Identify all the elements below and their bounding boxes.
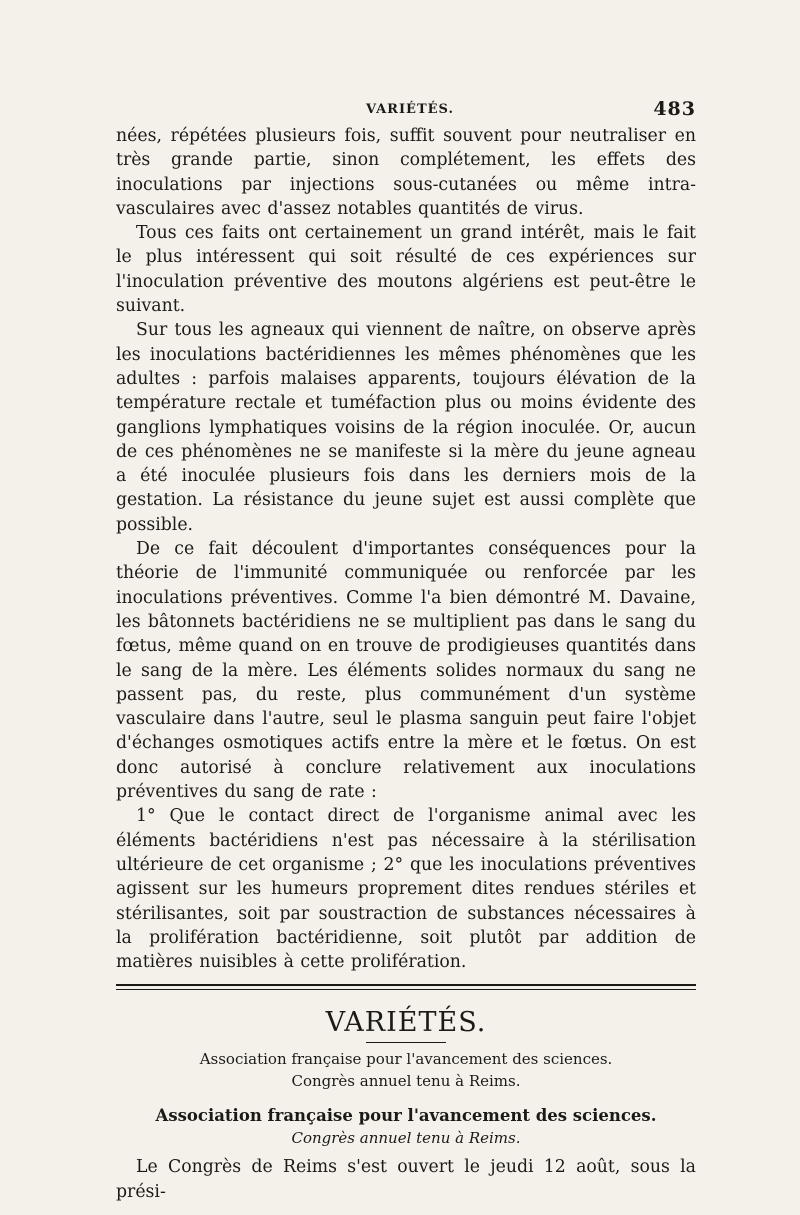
section-title: VARIÉTÉS.	[325, 1007, 487, 1039]
paragraph: Sur tous les agneaux qui viennent de naître, on observe après les inoculations bactéridiennes les mêmes phénomènes que les adultes : parfois malaises apparents, toujours élévation de la température rectale et tuméfaction plus ou moins évidente des ganglions lymphatiques voisins de la région inoculée. Or, aucun de ces phénomènes ne se manifeste si la mère du jeune agneau a été inoculée plusieurs fois dans les derniers mois de la gestation. La résistance du jeune sujet est aussi complète que possible.	[116, 320, 696, 535]
congres-heading-italic: Congrès annuel tenu à Reims.	[291, 1129, 521, 1148]
association-heading: Association française pour l'avancement des sciences.	[199, 1050, 613, 1069]
congres-heading: Congrès annuel tenu à Reims.	[291, 1072, 521, 1091]
title-underline	[366, 1042, 446, 1043]
section-opening-paragraph: Le Congrès de Reims s'est ouvert le jeudi 12 août, sous la prési-	[116, 1157, 696, 1202]
paragraph: Tous ces faits ont certainement un grand intérêt, mais le fait le plus intéressent qui soit résulté de ces expériences sur l'inoculation préventive des moutons algériens est peut-être le suivant.	[116, 223, 696, 317]
association-heading-bold: Association française pour l'avancement des sciences.	[155, 1106, 657, 1126]
divider-rule-thick	[116, 984, 696, 986]
paragraph-continuation: nées, répétées plusieurs fois, suffit souvent pour neutraliser en très grande partie, sinon complétement, les effets des inoculations par injections sous-cutanées ou même intra-vasculaires avec d'assez notables quantités de virus.	[116, 126, 696, 219]
page-content	[116, 98, 696, 1204]
paragraph: De ce fait découlent d'importantes conséquences pour la théorie de l'immunité communiquée ou renforcée par les inoculations préventives. Comme l'a bien démontré M. Davaine, les bâtonnets bactéridiens ne se multiplient pas dans le sang du fœtus, même quand on en trouve de prodigieuses quantités dans le sang de la mère. Les éléments solides normaux du sang ne passent pas, du reste, plus communément d'un système vasculaire dans l'autre, seul le plasma sanguin peut faire l'objet d'échanges osmotiques actifs entre la mère et le fœtus. On est donc autorisé à conclure relativement aux inoculations préventives du sang de rate :	[116, 539, 696, 803]
paragraph: 1° Que le contact direct de l'organisme animal avec les éléments bactéridiens n'est pas nécessaire à la stérilisation ultérieure de cet organisme ; 2° que les inoculations préventives agissent sur les humeurs proprement dites rendues stériles et stérilisantes, soit par soustraction de substances nécessaires à la prolifération bactéridienne, soit plutôt par addition de matières nuisibles à cette prolifération.	[116, 806, 696, 973]
page-number: 483	[653, 98, 696, 120]
section-divider	[116, 984, 696, 990]
divider-rule-thin	[116, 989, 696, 990]
running-title: VARIÉTÉS.	[366, 102, 454, 117]
running-header	[116, 98, 696, 124]
